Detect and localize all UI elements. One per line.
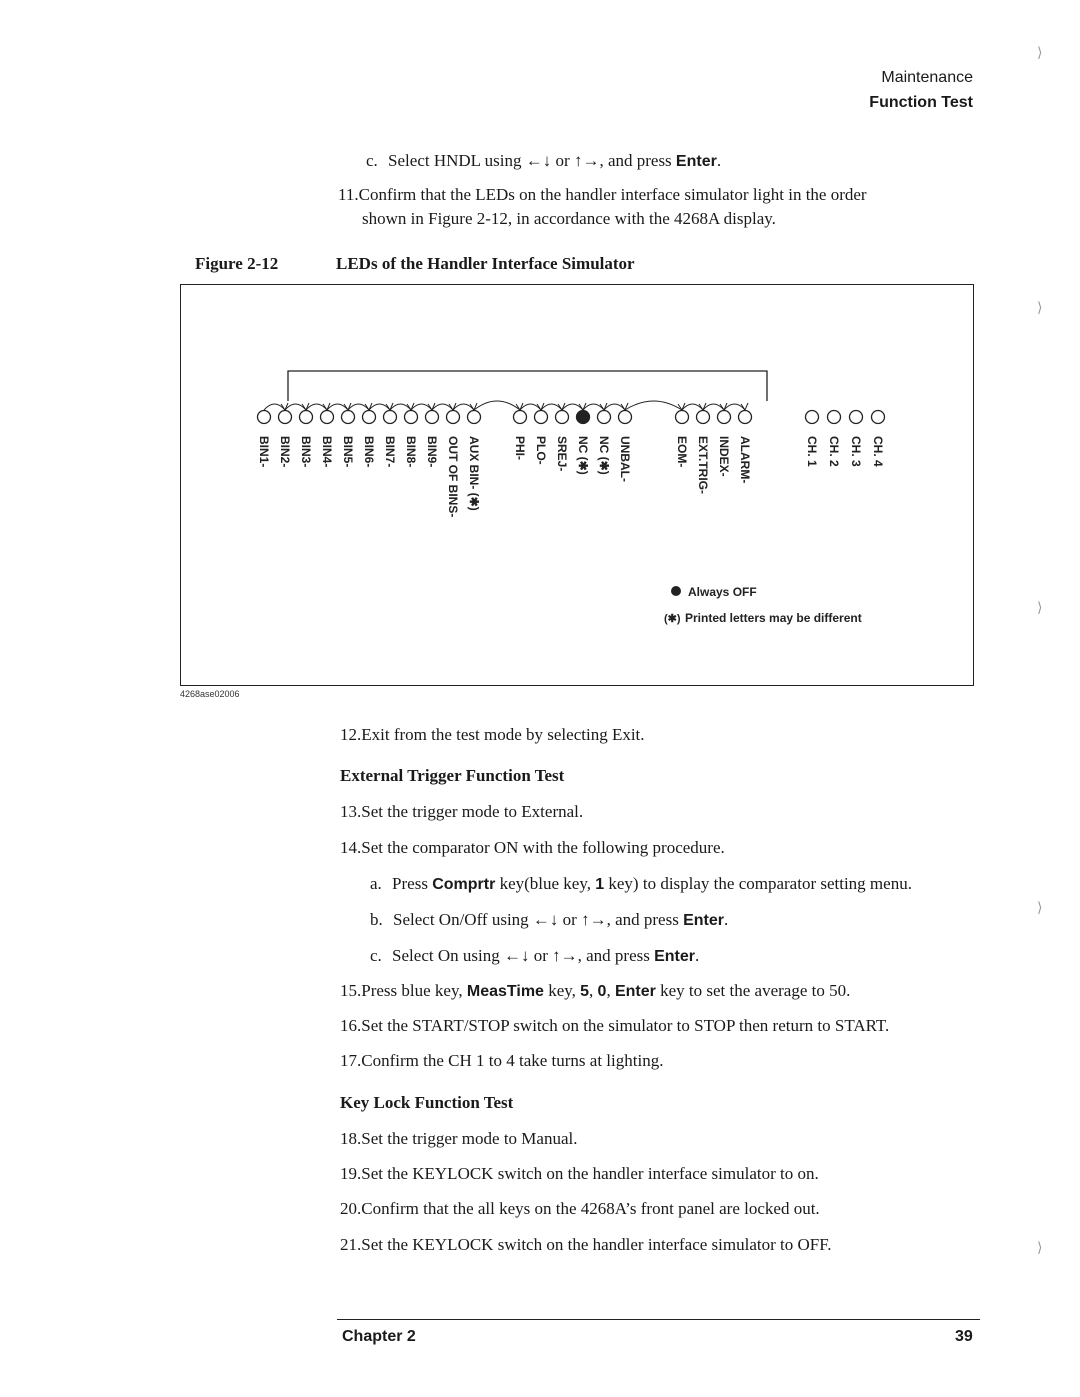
led bbox=[739, 411, 752, 424]
step-11-cont: shown in Figure 2-12, in accordance with the 4268A display. bbox=[362, 209, 776, 228]
step-text: Set the trigger mode to Manual. bbox=[361, 1129, 578, 1148]
channel-led-row bbox=[806, 411, 885, 424]
step-end: . bbox=[695, 946, 700, 965]
step-text-or: or bbox=[551, 151, 574, 170]
led bbox=[676, 411, 689, 424]
step-text: Press blue key, bbox=[361, 981, 467, 1000]
led bbox=[535, 411, 548, 424]
channel-label: CH. 4 bbox=[871, 436, 885, 467]
step-end: . bbox=[723, 910, 729, 929]
step-21 bbox=[340, 1235, 832, 1255]
legend-printed-letters: Printed letters may be different bbox=[685, 611, 862, 625]
step-text: Set the START/STOP switch on the simulator to STOP then return to START. bbox=[361, 1016, 890, 1035]
step-text: Set the KEYLOCK switch on the handler interface simulator to OFF. bbox=[361, 1235, 832, 1254]
led-label: BIN9- bbox=[425, 436, 439, 468]
arrows-left-down: ←↓ bbox=[503, 946, 530, 965]
step-text: Select On/Off using bbox=[393, 910, 533, 929]
step-number: 17. bbox=[340, 1051, 362, 1070]
led-always-off bbox=[577, 411, 590, 424]
arrows-up-right: ↑→ bbox=[573, 151, 600, 170]
figure-title: LEDs of the Handler Interface Simulator bbox=[336, 254, 635, 273]
step-text: Press bbox=[392, 874, 433, 893]
step-text: , and press bbox=[577, 946, 655, 965]
step-text: Confirm the CH 1 to 4 take turns at lighting. bbox=[361, 1051, 664, 1070]
arrows-up-right: ↑→ bbox=[552, 946, 578, 965]
step-text: Set the trigger mode to External. bbox=[361, 802, 584, 821]
channel-led bbox=[806, 411, 819, 424]
heading-external-trigger: External Trigger Function Test bbox=[340, 766, 565, 785]
led-label: PHI- bbox=[513, 436, 527, 460]
led-label: OUT OF BINS- bbox=[446, 436, 460, 518]
step-end: . bbox=[716, 151, 722, 170]
step-18 bbox=[340, 1129, 577, 1149]
step-number: 15. bbox=[340, 981, 362, 1000]
led bbox=[619, 411, 632, 424]
led-label: PLO- bbox=[534, 436, 548, 465]
channel-led bbox=[850, 411, 863, 424]
step-text: Set the comparator ON with the following procedure. bbox=[361, 838, 725, 857]
step-text: Set the KEYLOCK switch on the handler interface simulator to on. bbox=[361, 1164, 819, 1183]
step-number: 14. bbox=[340, 838, 362, 857]
step-prefix: c. bbox=[366, 151, 378, 170]
key-enter: Enter bbox=[614, 983, 656, 1000]
led bbox=[342, 411, 355, 424]
led-label: BIN2- bbox=[278, 436, 292, 468]
step-number: 19. bbox=[340, 1164, 362, 1183]
step-14b bbox=[370, 910, 728, 931]
key-meastime: MeasTime bbox=[466, 983, 544, 1000]
led-label: UNBAL- bbox=[618, 436, 632, 482]
legend-always-off: Always OFF bbox=[688, 585, 757, 599]
led-label: SREJ- bbox=[555, 436, 569, 472]
step-text: , and press bbox=[606, 910, 684, 929]
step-number: 21. bbox=[340, 1235, 362, 1254]
legend-filled-led-icon bbox=[671, 586, 681, 596]
arrow-head bbox=[516, 403, 523, 410]
arrows-up-right: ↑→ bbox=[581, 910, 607, 929]
led-label: BIN4- bbox=[320, 436, 334, 468]
scan-mark: ⟩ bbox=[1037, 1241, 1043, 1256]
step-14 bbox=[340, 838, 725, 858]
led-label: BIN1- bbox=[257, 436, 271, 468]
led-label: BIN8- bbox=[404, 436, 418, 468]
figure-code: 4268ase02006 bbox=[180, 689, 240, 699]
figure-label: Figure 2-12 bbox=[195, 254, 279, 273]
step-14c bbox=[370, 946, 699, 967]
arrows-left-down: ←↓ bbox=[532, 910, 559, 929]
led bbox=[405, 411, 418, 424]
led-row bbox=[258, 411, 752, 424]
step-text: Confirm that the LEDs on the handler interface simulator light in the order bbox=[358, 185, 867, 204]
step-text: , bbox=[606, 981, 615, 1000]
key-enter: Enter bbox=[675, 153, 717, 170]
scan-mark: ⟩ bbox=[1037, 901, 1043, 916]
led bbox=[718, 411, 731, 424]
scan-mark: ⟩ bbox=[1037, 46, 1043, 61]
led bbox=[556, 411, 569, 424]
footer-rule bbox=[337, 1319, 980, 1320]
step-16 bbox=[340, 1016, 889, 1036]
step-20 bbox=[340, 1199, 820, 1219]
step-15 bbox=[340, 981, 850, 1002]
sequence-arrow bbox=[625, 401, 682, 410]
led bbox=[514, 411, 527, 424]
step-c-hndl bbox=[366, 151, 721, 172]
scan-mark: ⟩ bbox=[1037, 301, 1043, 316]
key-0: 0 bbox=[597, 983, 607, 1000]
channel-label-row bbox=[805, 436, 885, 467]
led bbox=[321, 411, 334, 424]
step-text: key(blue key, bbox=[495, 874, 596, 893]
sequence-bracket bbox=[288, 371, 767, 401]
scan-mark: ⟩ bbox=[1037, 601, 1043, 616]
led-label: BIN7- bbox=[383, 436, 397, 468]
header-section: Maintenance bbox=[881, 69, 973, 86]
arrow-head bbox=[678, 403, 685, 410]
led-label-row bbox=[257, 436, 752, 517]
channel-label: CH. 2 bbox=[827, 436, 841, 467]
led bbox=[447, 411, 460, 424]
led-label: AUX BIN- (✱) bbox=[467, 436, 481, 511]
led-label: INDEX- bbox=[717, 436, 731, 477]
step-number: 13. bbox=[340, 802, 362, 821]
led-label: BIN5- bbox=[341, 436, 355, 468]
step-prefix: c. bbox=[370, 946, 382, 965]
legend-star-symbol: (✱) bbox=[664, 613, 681, 625]
step-11 bbox=[338, 185, 867, 205]
led-label: ALARM- bbox=[738, 436, 752, 484]
channel-led bbox=[872, 411, 885, 424]
channel-label: CH. 1 bbox=[805, 436, 819, 467]
step-text: key) to display the comparator setting menu. bbox=[604, 874, 912, 893]
led bbox=[468, 411, 481, 424]
arrows-left-down: ←↓ bbox=[525, 151, 552, 170]
step-12 bbox=[340, 725, 645, 745]
led-label: EOM- bbox=[675, 436, 689, 468]
step-number: 16. bbox=[340, 1016, 362, 1035]
footer-page-number: 39 bbox=[955, 1328, 973, 1345]
sequence-arrows bbox=[264, 401, 748, 410]
step-number: 11. bbox=[338, 185, 359, 204]
step-text: key to set the average to 50. bbox=[655, 981, 851, 1000]
led bbox=[697, 411, 710, 424]
led-label: BIN6- bbox=[362, 436, 376, 468]
led bbox=[598, 411, 611, 424]
key-5: 5 bbox=[580, 983, 590, 1000]
step-text: , and press bbox=[599, 151, 676, 170]
led bbox=[426, 411, 439, 424]
step-17 bbox=[340, 1051, 663, 1071]
step-prefix: b. bbox=[370, 910, 383, 929]
step-text: Select HNDL using bbox=[388, 151, 526, 170]
channel-label: CH. 3 bbox=[849, 436, 863, 467]
step-number: 20. bbox=[340, 1199, 362, 1218]
step-text: Exit from the test mode by selecting Exit. bbox=[361, 725, 645, 744]
heading-key-lock: Key Lock Function Test bbox=[340, 1093, 514, 1112]
step-number: 18. bbox=[340, 1129, 362, 1148]
step-prefix: a. bbox=[370, 874, 382, 893]
led-label: EXT.TRIG- bbox=[696, 436, 710, 495]
led-label: NC (✱) bbox=[576, 436, 590, 475]
header-subsection: Function Test bbox=[869, 94, 973, 111]
step-13 bbox=[340, 802, 583, 822]
key-1: 1 bbox=[595, 876, 605, 893]
led-label: BIN3- bbox=[299, 436, 313, 468]
step-text-or: or bbox=[558, 910, 582, 929]
key-comprtr: Comprtr bbox=[432, 876, 496, 893]
step-19 bbox=[340, 1164, 819, 1184]
step-text-or: or bbox=[529, 946, 553, 965]
led bbox=[300, 411, 313, 424]
step-text: key, bbox=[543, 981, 581, 1000]
channel-led bbox=[828, 411, 841, 424]
sequence-arrow bbox=[474, 401, 520, 410]
footer-chapter: Chapter 2 bbox=[342, 1328, 416, 1345]
step-number: 12. bbox=[340, 725, 362, 744]
step-text: Select On using bbox=[392, 946, 504, 965]
step-text: Confirm that the all keys on the 4268A’s front panel are locked out. bbox=[361, 1199, 820, 1218]
key-enter: Enter bbox=[654, 948, 696, 965]
step-14a bbox=[370, 874, 912, 895]
step-text: , bbox=[589, 981, 598, 1000]
led bbox=[384, 411, 397, 424]
led bbox=[363, 411, 376, 424]
led bbox=[258, 411, 271, 424]
led-diagram bbox=[180, 284, 974, 686]
led bbox=[279, 411, 292, 424]
led-label: NC (✱) bbox=[597, 436, 611, 475]
key-enter: Enter bbox=[683, 912, 724, 929]
